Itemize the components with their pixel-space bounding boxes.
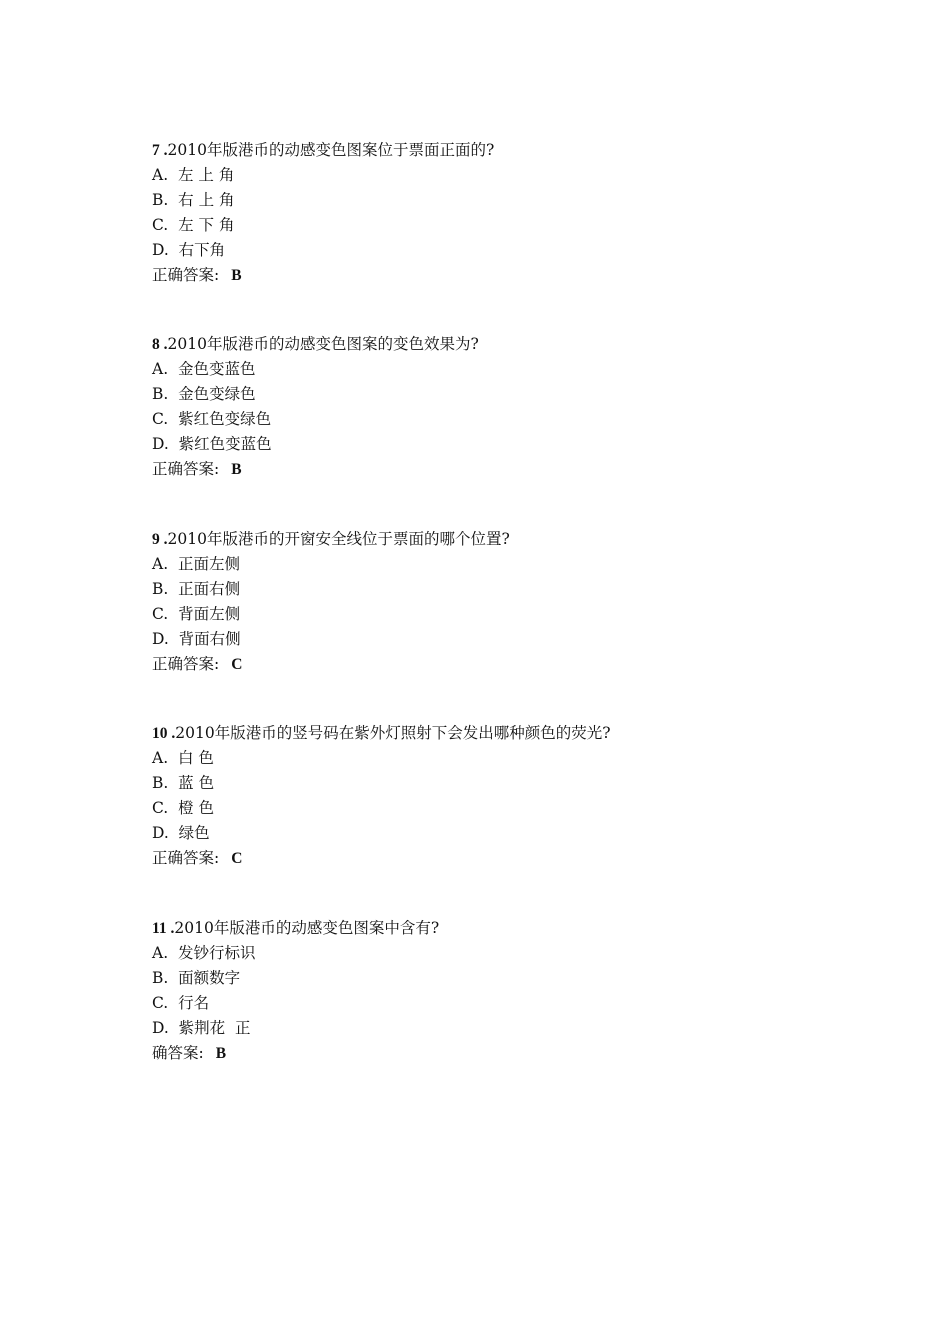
- option-c: C. 橙 色: [152, 799, 215, 817]
- question-8: [152, 332, 852, 482]
- answer-line: [152, 652, 852, 677]
- question-7: [152, 138, 852, 288]
- question-title: [152, 527, 852, 552]
- option-c: C. 左 下 角: [152, 216, 235, 234]
- question-title: [152, 916, 852, 941]
- option-b: B. 右 上 角: [152, 191, 235, 209]
- question-text: 2010年版港币的动感变色图案位于票面正面的?: [167, 141, 495, 159]
- question-number: 11 .: [152, 920, 175, 937]
- option-b: B. 金色变绿色: [152, 385, 256, 403]
- answer-line: [152, 263, 852, 288]
- question-title: [152, 138, 852, 163]
- question-number: 7 .: [152, 142, 168, 159]
- answer-label: 正确答案:: [152, 266, 220, 284]
- answer-line: [152, 1041, 852, 1066]
- question-9: [152, 527, 852, 677]
- option-c: C. 行名: [152, 994, 210, 1012]
- question-text: 2010年版港币的竖号码在紫外灯照射下会发出哪种颜色的荧光?: [175, 724, 611, 742]
- answer-line: [152, 846, 852, 871]
- answer-value: B: [231, 267, 242, 284]
- option-d: D. 背面右侧: [152, 630, 241, 648]
- answer-value: B: [231, 461, 242, 478]
- answer-label: 确答案:: [152, 1044, 204, 1062]
- answer-value: C: [231, 850, 243, 867]
- question-text: 2010年版港币的动感变色图案中含有?: [174, 919, 440, 937]
- option-d: D. 紫红色变蓝色: [152, 435, 272, 453]
- question-text: 2010年版港币的动感变色图案的变色效果为?: [167, 335, 479, 353]
- option-b: B. 蓝 色: [152, 774, 215, 792]
- answer-value: B: [215, 1045, 227, 1062]
- answer-label: 正确答案:: [152, 849, 220, 867]
- option-a: A. 发钞行标识: [152, 944, 256, 962]
- answer-label: 正确答案:: [152, 655, 220, 673]
- option-d: D. 右下角: [152, 241, 226, 259]
- answer-value: C: [231, 656, 243, 673]
- question-title: [152, 332, 852, 357]
- option-c: C. 背面左侧: [152, 605, 241, 623]
- answer-label: 正确答案:: [152, 460, 220, 478]
- option-b: B. 正面右侧: [152, 580, 241, 598]
- question-number: 8 .: [152, 336, 168, 353]
- option-a: A. 正面左侧: [152, 555, 240, 573]
- question-11: [152, 916, 852, 1066]
- option-c: C. 紫红色变绿色: [152, 410, 272, 428]
- option-d: D. 绿色: [152, 824, 210, 842]
- option-b: B. 面额数字: [152, 969, 241, 987]
- question-10: [152, 721, 852, 871]
- option-a: A. 金色变蓝色: [152, 360, 256, 378]
- option-d: D. 紫荆花 正: [152, 1019, 251, 1037]
- answer-line: [152, 457, 852, 482]
- question-text: 2010年版港币的开窗安全线位于票面的哪个位置?: [167, 530, 510, 548]
- question-number: 9 .: [152, 531, 168, 548]
- option-a: A. 白 色: [152, 749, 214, 767]
- option-a: A. 左 上 角: [152, 166, 235, 184]
- question-number: 10 .: [152, 725, 176, 742]
- question-title: [152, 721, 852, 746]
